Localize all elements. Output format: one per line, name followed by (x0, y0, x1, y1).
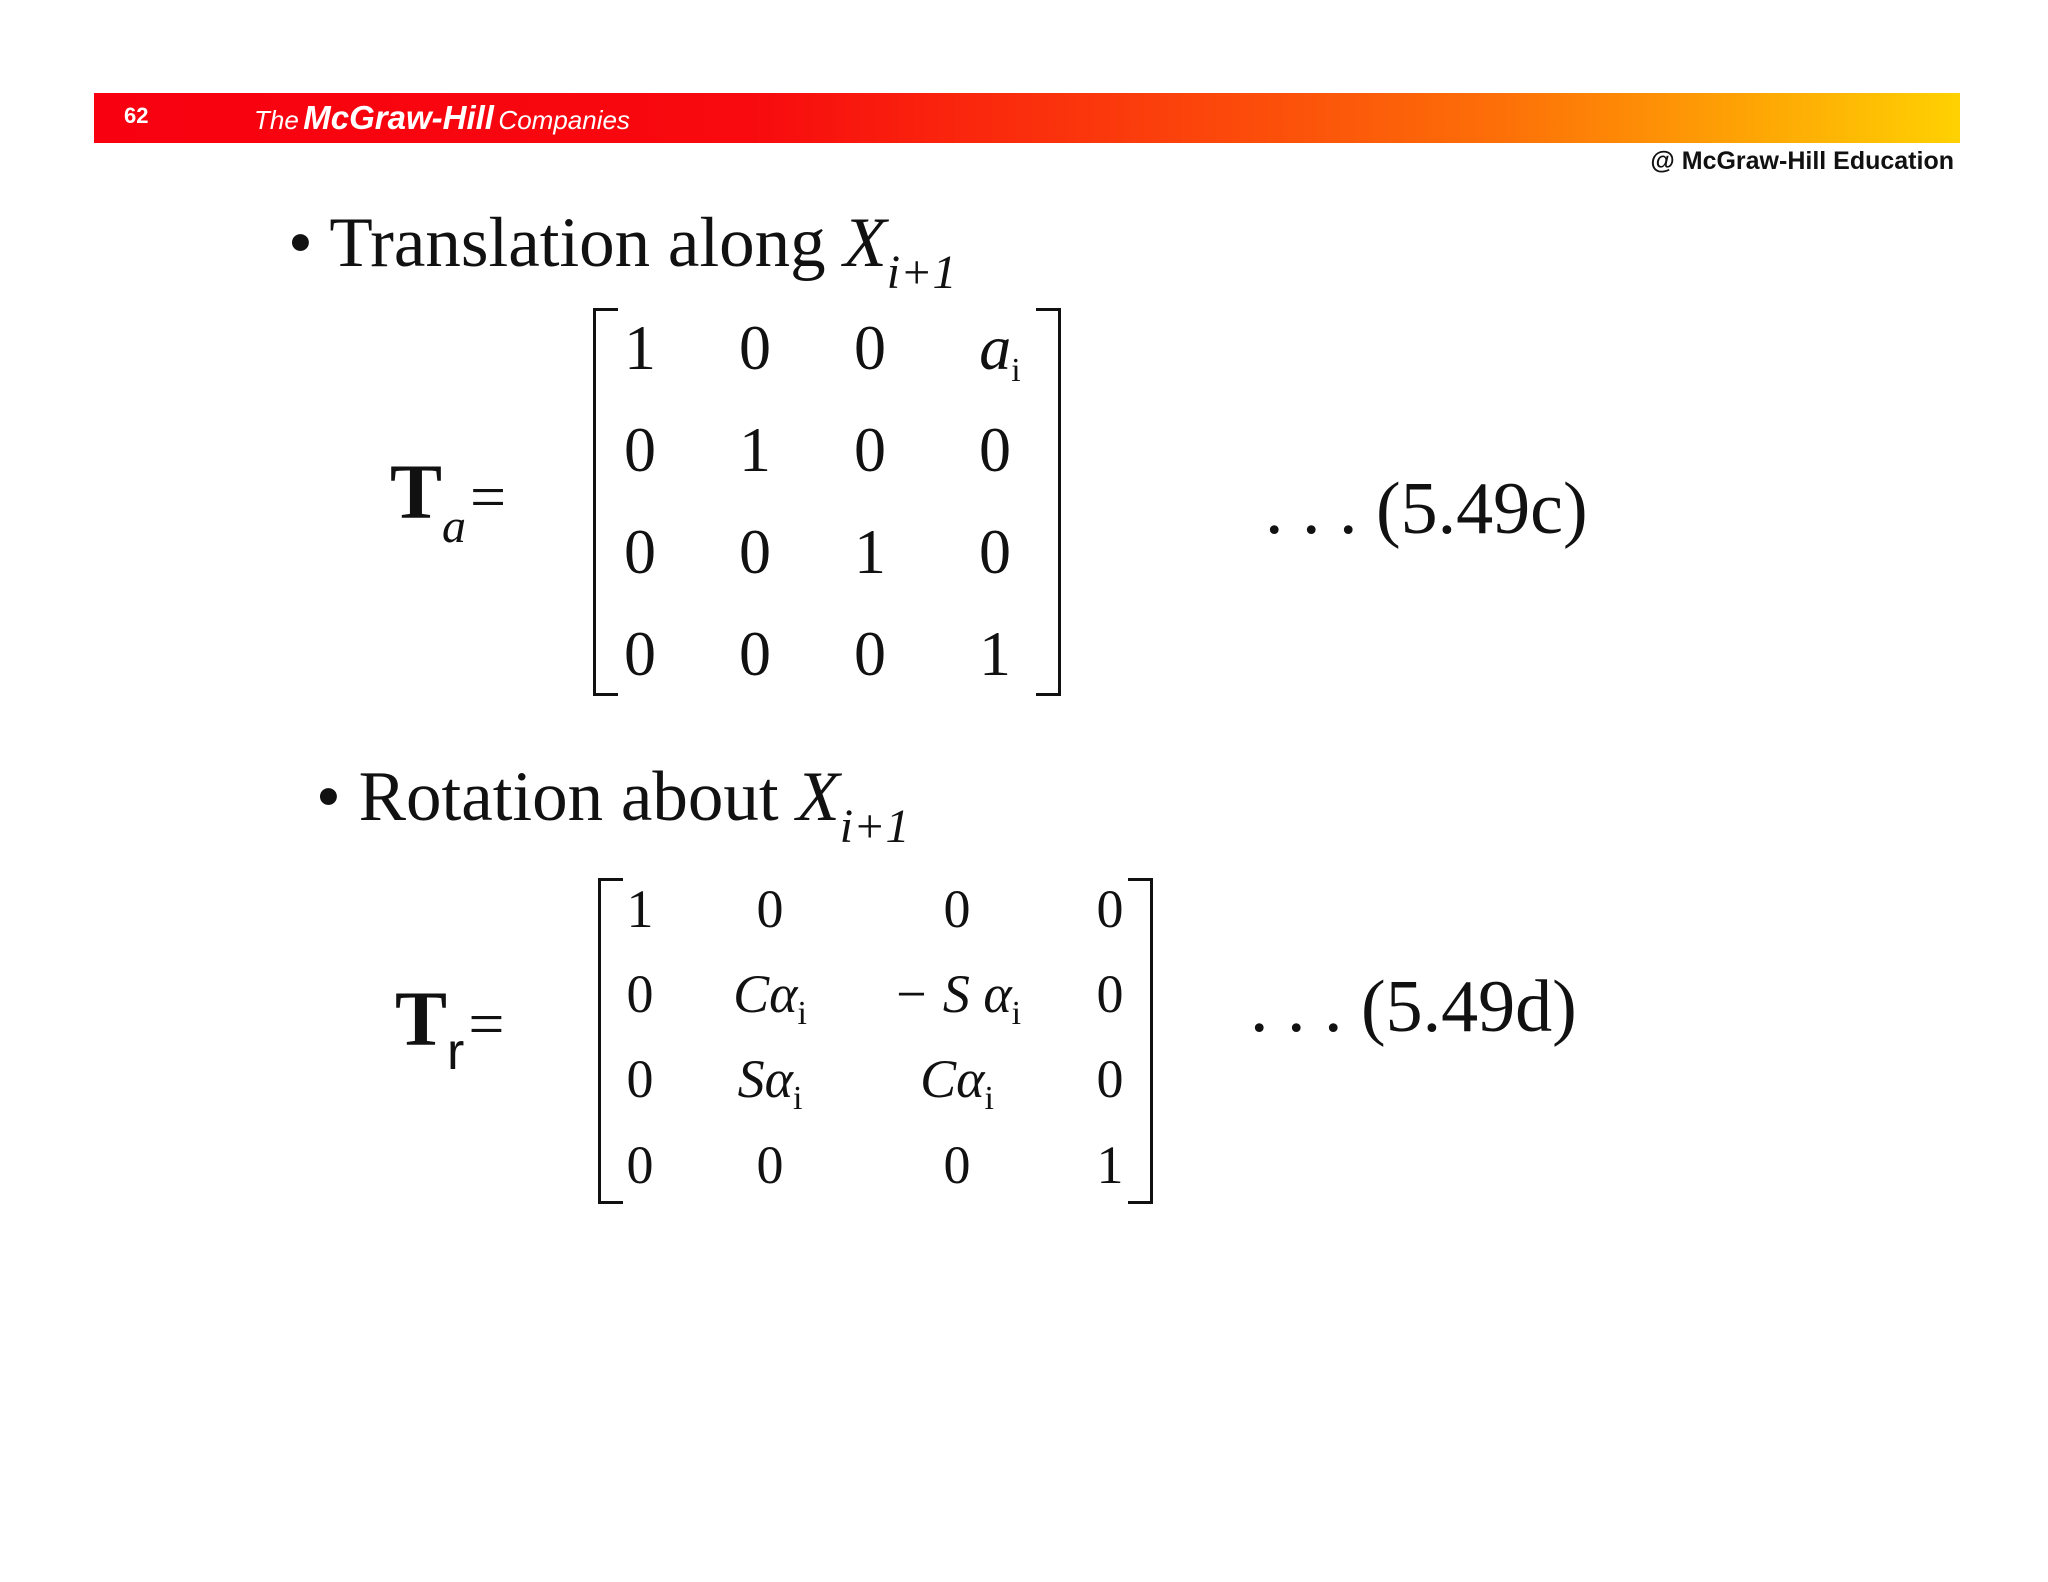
lhs-sub: r (447, 1023, 465, 1081)
matrix-cell: 0 (943, 1135, 971, 1195)
matrix-cell: 0 (626, 964, 654, 1024)
equation-number-549c: . . . (5.49c) (1265, 468, 1588, 550)
equation-number-549d: . . . (5.49d) (1250, 966, 1577, 1048)
matrix-cell: 0 (624, 618, 656, 689)
matrix-cell: 0 (979, 414, 1011, 485)
lhs-sub: a (442, 500, 467, 553)
bullet-rotation (316, 758, 910, 853)
bullet-text: Rotation about (358, 758, 779, 836)
company-logo (254, 99, 630, 137)
bullet-text: Translation along (329, 204, 826, 282)
matrix-cell: 0 (756, 1135, 784, 1195)
matrix-cell-a-i: ai (979, 312, 1021, 389)
lhs-ta (390, 448, 507, 553)
bullet-var: X (843, 204, 887, 282)
matrix1-left-bracket (593, 308, 618, 696)
matrix2-left-bracket (598, 878, 623, 1204)
matrix-cell: 1 (854, 516, 886, 587)
matrix-cell: 1 (739, 414, 771, 485)
matrix-cell-c-alpha: $C\alpha_i$ (733, 964, 807, 1032)
bullet-sub: i+1 (886, 246, 957, 299)
logo-suffix: Companies (498, 105, 630, 135)
matrix-cell: 0 (1096, 1049, 1124, 1109)
matrix-cell: 0 (1096, 964, 1124, 1024)
header-bar (94, 93, 1960, 143)
matrix-cell: 1 (1096, 1135, 1124, 1195)
lhs-equals: = (470, 461, 507, 532)
bullet-var: X (796, 758, 840, 836)
matrix-cell: 0 (624, 516, 656, 587)
matrix2-right-bracket (1128, 878, 1153, 1204)
bullet-translation (288, 204, 957, 299)
lhs-symbol: T (390, 448, 443, 535)
bullet-sub: i+1 (839, 800, 910, 853)
matrix-cell: 0 (756, 879, 784, 939)
logo-prefix: The (254, 105, 299, 135)
page-number: 62 (124, 103, 149, 128)
matrix-cell: 0 (626, 1135, 654, 1195)
bullet-dot: • (288, 204, 313, 282)
matrix-cell: 0 (1096, 879, 1124, 939)
matrix1-right-bracket (1036, 308, 1061, 696)
copyright-text: @ McGraw-Hill Education (1650, 147, 1954, 175)
lhs-equals: = (468, 988, 505, 1059)
matrix-cell-s-alpha: $S\alpha_i$ (737, 1049, 803, 1117)
matrix-cell: 0 (739, 516, 771, 587)
matrix-cell: 1 (979, 618, 1011, 689)
matrix-cell: 0 (854, 414, 886, 485)
matrix-cell: 0 (854, 618, 886, 689)
matrix-cell-neg-s-alpha: − S $\alpha_i$ (892, 964, 1022, 1032)
matrix-cell: 0 (626, 1049, 654, 1109)
lhs-symbol: T (395, 975, 448, 1062)
matrix-cell: 0 (979, 516, 1011, 587)
matrix-cell: 0 (854, 312, 886, 383)
matrix-cell: 0 (624, 414, 656, 485)
matrix-cell: 0 (943, 879, 971, 939)
bullet-dot: • (316, 758, 341, 836)
lhs-tr (395, 975, 505, 1081)
matrix-cell: 0 (739, 618, 771, 689)
matrix-cell: 0 (739, 312, 771, 383)
logo-brand: McGraw-Hill (303, 99, 494, 136)
matrix-cell: 1 (626, 879, 654, 939)
matrix-cell-c-alpha: $C\alpha_i$ (920, 1049, 994, 1117)
matrix-cell: 1 (624, 312, 656, 383)
